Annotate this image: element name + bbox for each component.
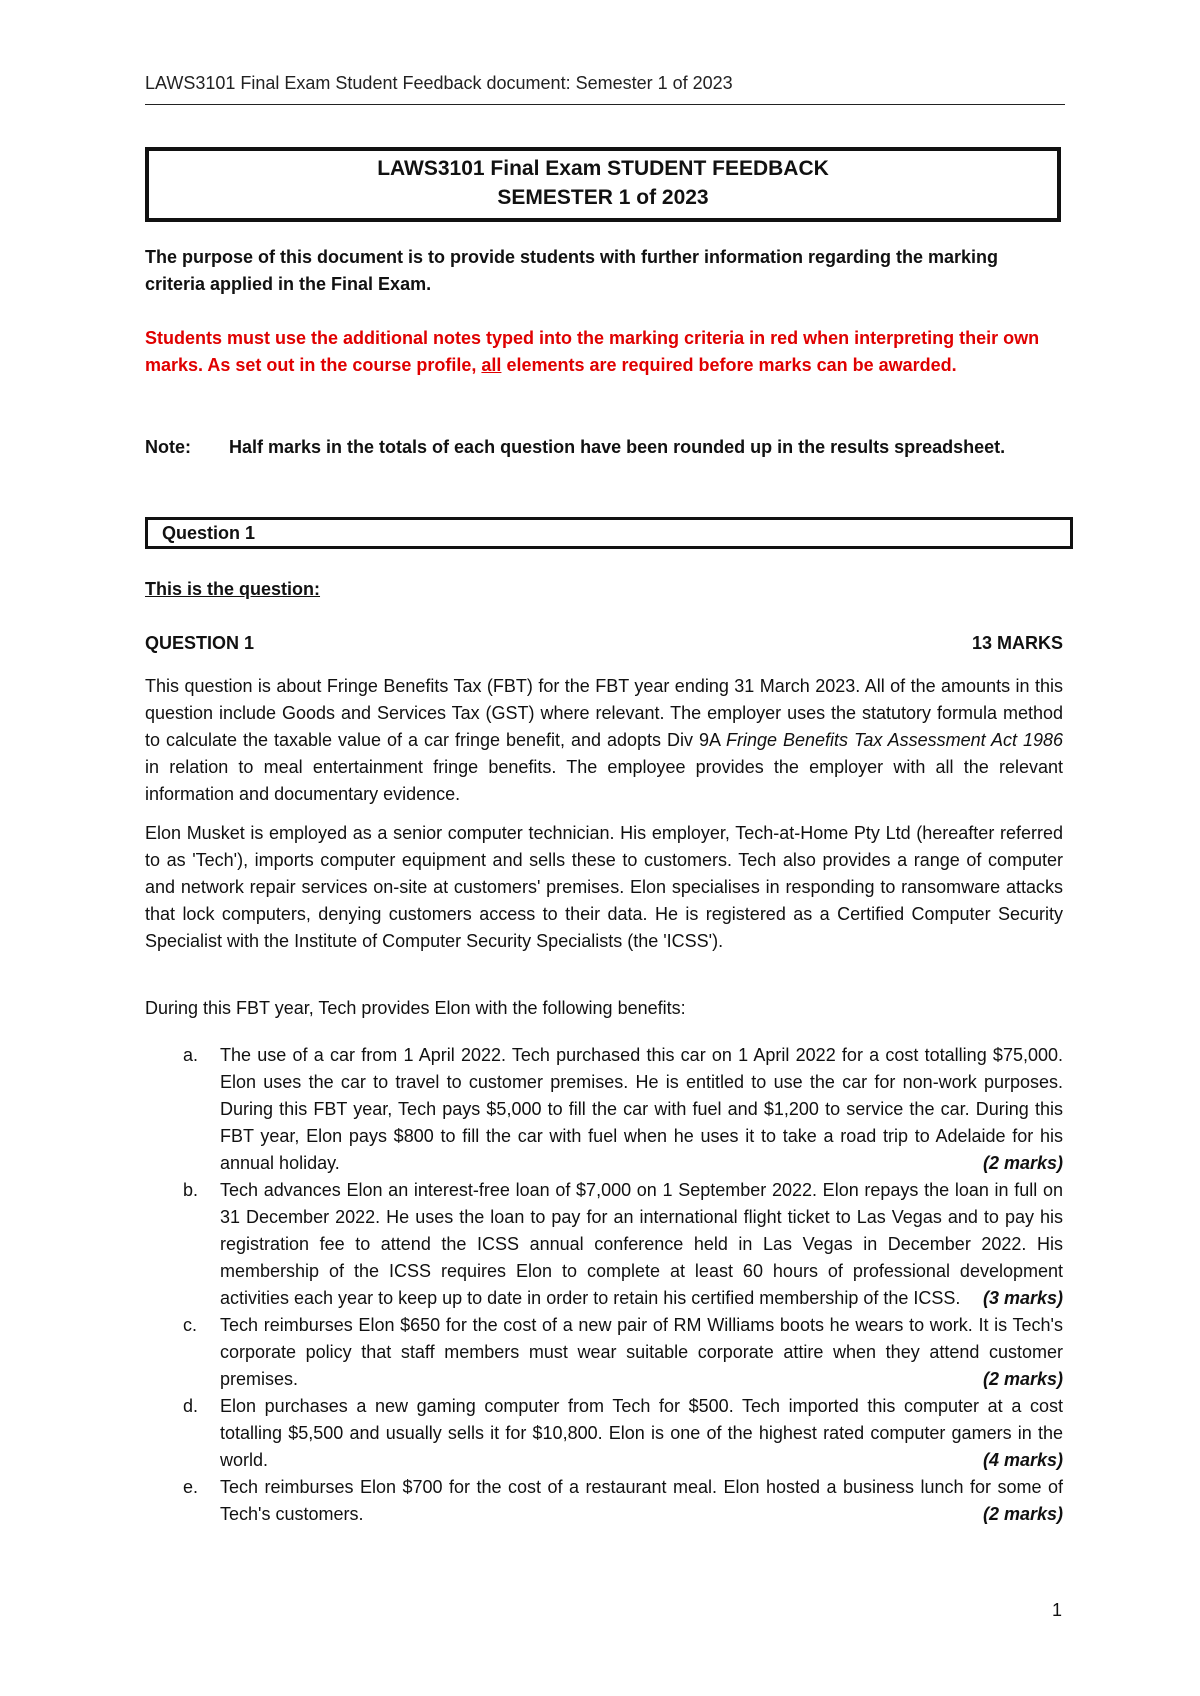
para1-act-title: Fringe Benefits Tax Assessment Act 1986 xyxy=(725,730,1063,750)
question-paragraph-1 xyxy=(145,673,1063,808)
list-item-text: The use of a car from 1 April 2022. Tech purchased this car on 1 April 2022 for a cost totalling $75,000. Elon uses the car to travel to customer premises. He is entitled to use the car for non-work purposes. During this FBT year, Tech pays $5,000 to fill the car with fuel and $1,200 to service the car. During this FBT year, Elon pays $800 to fill the car with fuel when he uses it to take a road trip to Adelaide for his annual holiday. xyxy=(220,1045,1063,1173)
list-item-letter: b. xyxy=(183,1180,199,1200)
list-item-marks: (2 marks) xyxy=(982,1153,1063,1173)
list-item-marks: (4 marks) xyxy=(982,1450,1063,1470)
benefits-list xyxy=(145,1042,1063,1528)
red-note-part1: Students must use the additional notes typed into the marking criteria in red when interpreting their own marks. As set out in the course profile, xyxy=(145,328,1040,375)
question-heading xyxy=(145,630,1063,657)
list-item-letter: d. xyxy=(183,1396,199,1416)
note-text: Half marks in the totals of each question have been rounded up in the results spreadsheet. xyxy=(229,437,1006,457)
red-instruction-paragraph xyxy=(145,325,1063,379)
list-item-text: Elon purchases a new gaming computer from Tech for $500. Tech imported this computer at a cost totalling $5,500 and usually sells it for $10,800. Elon is one of the highest rated computer gamers in the world. xyxy=(220,1396,1063,1470)
list-item-marks: (2 marks) xyxy=(982,1504,1063,1524)
list-item xyxy=(145,1393,1063,1474)
para1-after: in relation to meal entertainment fringe benefits. The employee provides the employer with all the relevant information and documentary evidence. xyxy=(145,757,1063,804)
question-paragraph-3: During this FBT year, Tech provides Elon with the following benefits: xyxy=(145,998,686,1018)
note-label: Note: xyxy=(145,437,191,457)
list-item-text: Tech reimburses Elon $650 for the cost of a new pair of RM Williams boots he wears to work. It is Tech's corporate policy that staff members must wear suitable corporate attire when they attend customer premises. xyxy=(220,1315,1063,1389)
red-note-part2: elements are required before marks can be awarded. xyxy=(501,355,957,375)
question-heading-marks: 13 MARKS xyxy=(971,633,1063,653)
purpose-paragraph: The purpose of this document is to provide students with further information regarding the marking criteria applied in the Final Exam. xyxy=(145,247,999,294)
list-item-marks: (2 marks) xyxy=(982,1369,1063,1389)
list-item xyxy=(145,1042,1063,1177)
question-paragraph-2: Elon Musket is employed as a senior computer technician. His employer, Tech-at-Home Pty Ltd (hereafter referred to as 'Tech'), imports computer equipment and sells these to customers. Tech also provides a range of computer and network repair services on-site at customers' premises. Elon specialises in responding to ransomware attacks that lock computers, denying customers access to their data. He is registered as a Certified Computer Security Specialist with the Institute of Computer Security Specialists (the 'ICSS'). xyxy=(145,823,1063,951)
list-item-letter: e. xyxy=(183,1477,199,1497)
list-item xyxy=(145,1177,1063,1312)
list-item-letter: a. xyxy=(183,1045,199,1065)
header-divider xyxy=(145,104,1065,105)
document-title-box xyxy=(145,147,1061,222)
list-item-text: Tech reimburses Elon $700 for the cost of a restaurant meal. Elon hosted a business lunch for some of Tech's customers. xyxy=(220,1477,1063,1524)
document-title: LAWS3101 Final Exam STUDENT FEEDBACK xyxy=(377,157,829,180)
page-number: 1 xyxy=(1051,1600,1062,1620)
list-item xyxy=(145,1474,1063,1528)
question-intro: This is the question: xyxy=(145,579,321,599)
list-item-marks: (3 marks) xyxy=(982,1288,1063,1308)
question-heading-label: QUESTION 1 xyxy=(145,633,255,653)
question-box: Question 1 xyxy=(145,517,1073,549)
list-item xyxy=(145,1312,1063,1393)
red-note-underlined: all xyxy=(481,355,502,375)
list-item-text: Tech advances Elon an interest-free loan of $7,000 on 1 September 2022. Elon repays the loan in full on 31 December 2022. He uses the loan to pay for an international flight ticket to Las Vegas and to pay his registration fee to attend the ICSS annual conference held in Las Vegas in December 2022. His membership of the ICSS requires Elon to complete at least 60 hours of professional development activities each year to keep up to date in order to retain his certified membership of the ICSS. xyxy=(220,1180,1063,1308)
document-subtitle: SEMESTER 1 of 2023 xyxy=(497,186,709,209)
para1-before: This question is about Fringe Benefits Tax (FBT) for the FBT year ending 31 March 2023. All of the amounts in this question include Goods and Services Tax (GST) where relevant. The employer uses the statutory formula method to calculate the taxable value of a car fringe benefit, and adopts Div 9A xyxy=(145,676,1063,750)
page-header: LAWS3101 Final Exam Student Feedback document: Semester 1 of 2023 xyxy=(145,73,733,93)
list-item-letter: c. xyxy=(183,1315,198,1335)
